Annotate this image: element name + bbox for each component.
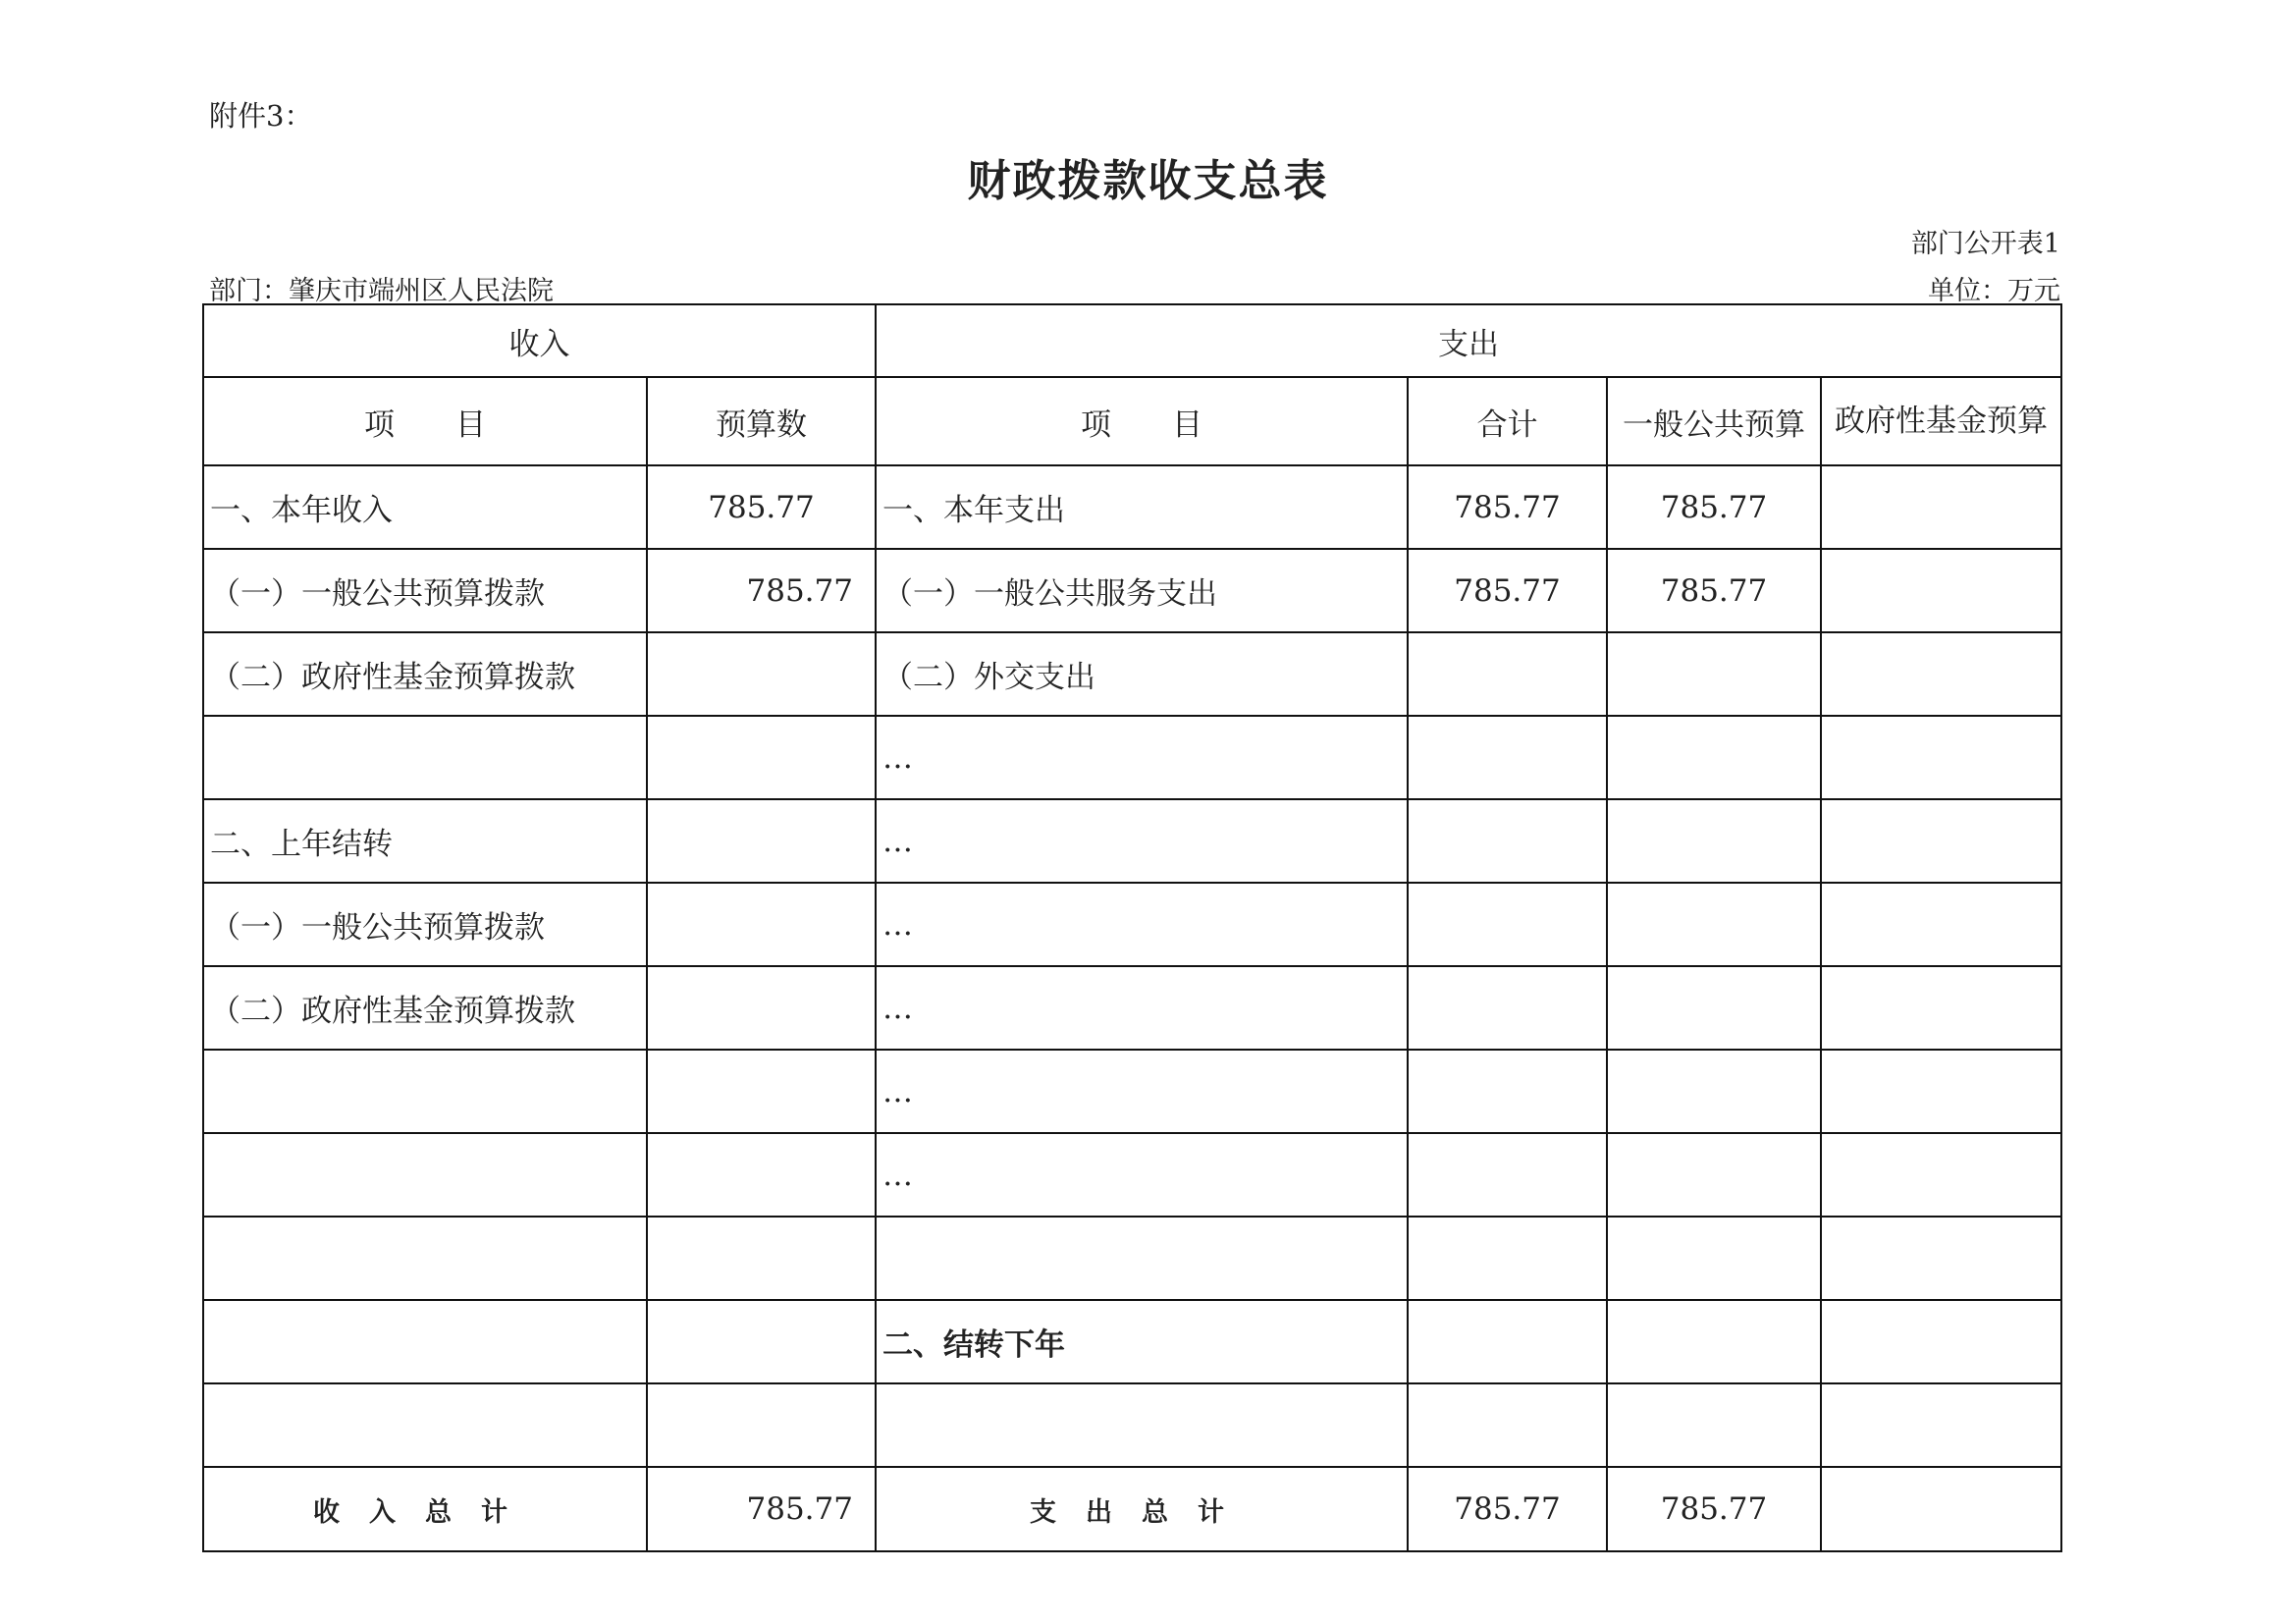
table-row bbox=[203, 799, 2061, 883]
exp-fund-cell bbox=[1821, 465, 2061, 549]
income-item-cell: （二）政府性基金预算拨款 bbox=[203, 632, 647, 716]
income-item-cell bbox=[203, 1133, 647, 1217]
table-row bbox=[203, 883, 2061, 966]
exp-fund-cell bbox=[1821, 799, 2061, 883]
income-budget-cell bbox=[647, 799, 876, 883]
income-budget-cell bbox=[647, 1217, 876, 1300]
exp-total-cell bbox=[1408, 966, 1607, 1050]
exp-item-cell bbox=[876, 1383, 1408, 1467]
exp-total-cell: 785.77 bbox=[1408, 549, 1607, 632]
exp-item-cell: … bbox=[876, 1050, 1408, 1133]
exp-general-cell bbox=[1607, 1300, 1821, 1383]
exp-item-cell: … bbox=[876, 966, 1408, 1050]
exp-item-cell: … bbox=[876, 799, 1408, 883]
exp-general-cell bbox=[1607, 716, 1821, 799]
income-budget-cell bbox=[647, 883, 876, 966]
income-budget-cell bbox=[647, 966, 876, 1050]
department-label: 部门：肇庆市端州区人民法院 bbox=[209, 276, 554, 306]
exp-total-cell bbox=[1408, 632, 1607, 716]
exp-fund-cell bbox=[1821, 716, 2061, 799]
exp-total-cell bbox=[1408, 1300, 1607, 1383]
exp-fund-cell bbox=[1821, 1300, 2061, 1383]
exp-total-cell bbox=[1408, 1217, 1607, 1300]
exp-general-total-value: 785.77 bbox=[1607, 1467, 1821, 1551]
exp-fund-cell bbox=[1821, 1050, 2061, 1133]
table-row bbox=[203, 1133, 2061, 1217]
exp-item-cell: … bbox=[876, 716, 1408, 799]
exp-total-cell: 785.77 bbox=[1408, 465, 1607, 549]
table-row bbox=[203, 465, 2061, 549]
income-budget-cell bbox=[647, 1133, 876, 1217]
income-item-cell bbox=[203, 1050, 647, 1133]
exp-fund-cell bbox=[1821, 549, 2061, 632]
income-item-cell: （一）一般公共预算拨款 bbox=[203, 883, 647, 966]
exp-total-value: 785.77 bbox=[1408, 1467, 1607, 1551]
income-budget-cell: 785.77 bbox=[647, 465, 876, 549]
income-budget-cell bbox=[647, 716, 876, 799]
income-item-cell: （二）政府性基金预算拨款 bbox=[203, 966, 647, 1050]
exp-total-cell bbox=[1408, 1133, 1607, 1217]
income-item-cell bbox=[203, 1217, 647, 1300]
exp-general-cell bbox=[1607, 1050, 1821, 1133]
income-budget-cell bbox=[647, 632, 876, 716]
exp-general-cell bbox=[1607, 632, 1821, 716]
exp-total-cell bbox=[1408, 883, 1607, 966]
exp-item-cell: … bbox=[876, 883, 1408, 966]
exp-total-label: 支出总计 bbox=[876, 1467, 1408, 1551]
table-row bbox=[203, 1300, 2061, 1383]
page-title: 财政拨款收支总表 bbox=[967, 156, 1329, 206]
table-row bbox=[203, 716, 2061, 799]
exp-general-cell bbox=[1607, 966, 1821, 1050]
exp-general-cell: 785.77 bbox=[1607, 465, 1821, 549]
exp-total-cell bbox=[1408, 716, 1607, 799]
exp-item-cell: 二、结转下年 bbox=[876, 1300, 1408, 1383]
exp-total-cell bbox=[1408, 799, 1607, 883]
income-item-cell: （一）一般公共预算拨款 bbox=[203, 549, 647, 632]
income-total-label: 收入总计 bbox=[203, 1467, 647, 1551]
unit-label: 单位：万元 bbox=[1928, 276, 2060, 306]
expenditure-section-header: 支出 bbox=[876, 304, 2061, 377]
exp-item-cell: （一）一般公共服务支出 bbox=[876, 549, 1408, 632]
budget-table bbox=[202, 303, 2062, 1552]
exp-general-cell bbox=[1607, 1217, 1821, 1300]
exp-fund-cell bbox=[1821, 1383, 2061, 1467]
income-budget-header: 预算数 bbox=[647, 377, 876, 465]
income-item-cell bbox=[203, 1300, 647, 1383]
exp-general-cell bbox=[1607, 799, 1821, 883]
exp-item-cell: （二）外交支出 bbox=[876, 632, 1408, 716]
income-total-value: 785.77 bbox=[647, 1467, 876, 1551]
exp-total-header: 合计 bbox=[1408, 377, 1607, 465]
income-item-cell bbox=[203, 1383, 647, 1467]
income-budget-cell bbox=[647, 1300, 876, 1383]
form-number: 部门公开表1 bbox=[1910, 229, 2060, 259]
table-row bbox=[203, 632, 2061, 716]
income-item-cell: 一、本年收入 bbox=[203, 465, 647, 549]
table-row bbox=[203, 1383, 2061, 1467]
exp-item-cell: … bbox=[876, 1133, 1408, 1217]
table-row bbox=[203, 1217, 2061, 1300]
exp-general-cell bbox=[1607, 883, 1821, 966]
exp-item-cell: 一、本年支出 bbox=[876, 465, 1408, 549]
income-budget-cell bbox=[647, 1050, 876, 1133]
exp-general-header: 一般公共预算 bbox=[1607, 377, 1821, 465]
exp-item-header: 项 目 bbox=[876, 377, 1408, 465]
table-body bbox=[203, 465, 2061, 1551]
exp-item-cell bbox=[876, 1217, 1408, 1300]
exp-fund-header: 政府性基金预算 bbox=[1821, 377, 2061, 465]
table-row bbox=[203, 966, 2061, 1050]
exp-general-cell bbox=[1607, 1133, 1821, 1217]
income-budget-cell bbox=[647, 1383, 876, 1467]
income-item-header: 项 目 bbox=[203, 377, 647, 465]
income-section-header: 收入 bbox=[203, 304, 876, 377]
table-row bbox=[203, 549, 2061, 632]
income-budget-cell: 785.77 bbox=[647, 549, 876, 632]
attachment-label: 附件3： bbox=[209, 99, 313, 133]
exp-fund-cell bbox=[1821, 966, 2061, 1050]
exp-general-cell: 785.77 bbox=[1607, 549, 1821, 632]
exp-fund-cell bbox=[1821, 1133, 2061, 1217]
exp-total-cell bbox=[1408, 1050, 1607, 1133]
exp-fund-cell bbox=[1821, 1217, 2061, 1300]
exp-fund-cell bbox=[1821, 632, 2061, 716]
exp-fund-cell bbox=[1821, 883, 2061, 966]
income-item-cell bbox=[203, 716, 647, 799]
table-row bbox=[203, 1050, 2061, 1133]
totals-row bbox=[203, 1467, 2061, 1551]
exp-general-cell bbox=[1607, 1383, 1821, 1467]
exp-total-cell bbox=[1408, 1383, 1607, 1467]
exp-fund-total-value bbox=[1821, 1467, 2061, 1551]
income-item-cell: 二、上年结转 bbox=[203, 799, 647, 883]
